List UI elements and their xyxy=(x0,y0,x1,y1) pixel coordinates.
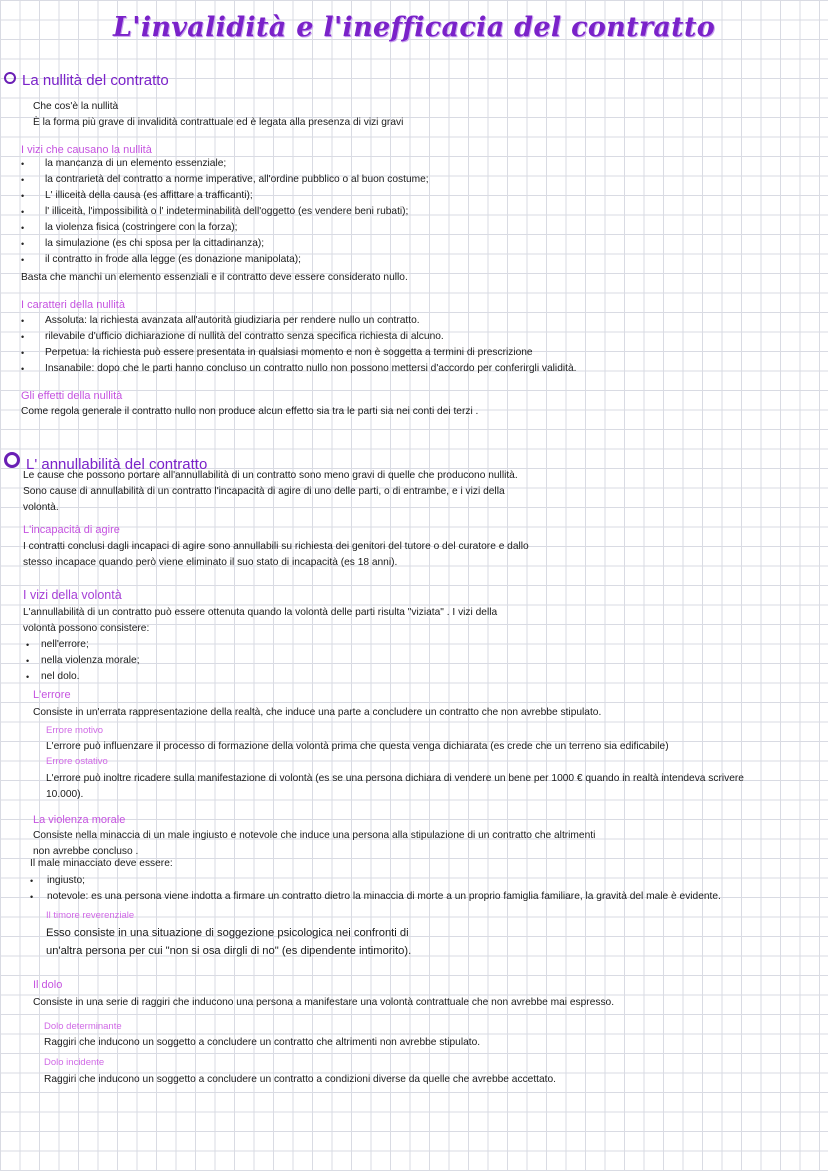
list-item: Perpetua: la richiesta può essere presentata in qualsiasi momento e non è soggetta a termini di prescrizione xyxy=(45,347,533,358)
subheading-incapacita: L'incapacità di agire xyxy=(23,524,120,536)
list-item: la violenza fisica (costringere con la forza); xyxy=(45,222,238,233)
subheading-violenza: La violenza morale xyxy=(33,814,126,826)
bullet-icon: • xyxy=(21,348,25,358)
bullet-icon: • xyxy=(21,159,25,169)
subheading-timore: Il timore reverenziale xyxy=(46,910,135,921)
paragraph-line: stesso incapace quando però viene eliminato il suo stato di incapacità (es 18 anni). xyxy=(23,557,398,568)
subheading-errore-motivo: Errore motivo xyxy=(46,725,104,736)
paragraph-line: L'errore può inoltre ricadere sulla manifestazione di volontà (es se una persona dichiara di vendere un bene per 1000 € quando in realtà intendeva scrivere xyxy=(46,773,744,784)
bullet-icon: • xyxy=(21,332,25,342)
bullet-icon: • xyxy=(21,191,25,201)
subheading-dolo-determinante: Dolo determinante xyxy=(44,1021,122,1032)
paragraph-line: L'annullabilità di un contratto può essere ottenuta quando la volontà delle parti risulta "viziata" . I vizi della xyxy=(23,607,498,618)
paragraph-line: non avrebbe concluso . xyxy=(33,846,139,857)
paragraph-line: Consiste nella minaccia di un male ingiusto e notevole che induce una persona alla stipulazione di un contratto che altrimenti xyxy=(33,830,596,841)
circle-bullet-icon xyxy=(4,72,16,84)
page-title: L'invalidità e l'inefficacia del contratto xyxy=(112,12,716,43)
paragraph: Raggiri che inducono un soggetto a concludere un contratto che altrimenti non avrebbe stipulato. xyxy=(44,1037,481,1048)
subheading-errore: L'errore xyxy=(33,689,71,701)
paragraph: Consiste in una serie di raggiri che inducono una persona a manifestare una volontà contrattuale che non avrebbe mai espresso. xyxy=(33,997,615,1008)
paragraph-line: I contratti conclusi dagli incapaci di agire sono annullabili su richiesta dei genitori del tutore o del curatore e dallo xyxy=(23,541,529,552)
bullet-icon: • xyxy=(26,672,30,682)
paragraph-line: volontà. xyxy=(23,502,59,513)
subheading-dolo-incidente: Dolo incidente xyxy=(44,1057,105,1068)
list-item: L' illiceità della causa (es affittare a trafficanti); xyxy=(45,190,253,201)
subheading-caratteri: I caratteri della nullità xyxy=(21,299,125,311)
paragraph: Come regola generale il contratto nullo non produce alcun effetto sia tra le parti sia nei conti dei terzi . xyxy=(21,406,479,417)
list-item: Insanabile: dopo che le parti hanno concluso un contratto nullo non possono mettersi d'accordo per conferirgli validità. xyxy=(45,363,577,374)
list-item: il contratto in frode alla legge (es donazione manipolata); xyxy=(45,254,301,265)
subheading-vizi-volonta: I vizi della volontà xyxy=(23,588,122,602)
paragraph-line: Esso consiste in una situazione di soggezione psicologica nei confronti di xyxy=(46,927,409,939)
list-item: rilevabile d'ufficio dichiarazione di nullità del contratto senza specifica richiesta di alcuno. xyxy=(45,331,444,342)
bullet-icon: • xyxy=(21,316,25,326)
list-item: la simulazione (es chi sposa per la cittadinanza); xyxy=(45,238,265,249)
bullet-icon: • xyxy=(21,223,25,233)
paragraph-line: 10.000). xyxy=(46,789,84,800)
paragraph: Consiste in un'errata rappresentazione della realtà, che induce una parte a concludere un contratto che non avrebbe stipulato. xyxy=(33,707,602,718)
definition-text: È la forma più grave di invalidità contrattuale ed è legata alla presenza di vizi gravi xyxy=(33,117,404,128)
paragraph-line: un'altra persona per cui "non si osa dirgli di no" (es dipendente intimorito). xyxy=(46,945,412,957)
subheading-vizi: I vizi che causano la nullità xyxy=(21,144,152,156)
question-text: Che cos'è la nullità xyxy=(33,101,119,112)
bullet-icon: • xyxy=(21,207,25,217)
list-item: l' illiceità, l'impossibilità o l' indeterminabilità dell'oggetto (es vendere beni rubati); xyxy=(45,206,409,217)
bullet-icon: • xyxy=(21,175,25,185)
circle-bullet-icon xyxy=(4,452,20,468)
list-item: ingiusto; xyxy=(47,875,85,886)
list-item: notevole: es una persona viene indotta a firmare un contratto dietro la minaccia di morte a un proprio famiglia familiare, la gravità del male è evidente. xyxy=(47,891,721,902)
bullet-icon: • xyxy=(30,892,34,902)
bullet-icon: • xyxy=(30,876,34,886)
list-item: nel dolo. xyxy=(41,671,80,682)
paragraph-line: Sono cause di annullabilità di un contratto l'incapacità di agire di uno delle parti, o di entrambe, e i vizi della xyxy=(23,486,505,497)
section-heading-text: La nullità del contratto xyxy=(22,72,169,89)
paragraph: L'errore può influenzare il processo di formazione della volontà prima che questa venga dichiarata (es crede che un terreno sia edificabile) xyxy=(46,741,669,752)
paragraph-line: volontà possono consistere: xyxy=(23,623,150,634)
subheading-errore-ostativo: Errore ostativo xyxy=(46,756,108,767)
list-item: nell'errore; xyxy=(41,639,89,650)
paragraph-line: Le cause che possono portare all'annullabilità di un contratto sono meno gravi di quelle che producono nullità. xyxy=(23,470,518,481)
bullet-icon: • xyxy=(21,239,25,249)
bullet-icon: • xyxy=(21,364,25,374)
list-item: Assoluta: la richiesta avanzata all'autorità giudiziaria per rendere nullo un contratto. xyxy=(45,315,420,326)
list-item: la contrarietà del contratto a norme imperative, all'ordine pubblico o al buon costume; xyxy=(45,174,429,185)
list-item: la mancanza di un elemento essenziale; xyxy=(45,158,227,169)
list-item: nella violenza morale; xyxy=(41,655,140,666)
bullet-icon: • xyxy=(26,656,30,666)
subheading-dolo: Il dolo xyxy=(33,979,63,991)
paragraph: Basta che manchi un elemento essenziali e il contratto deve essere considerato nullo. xyxy=(21,272,408,283)
bullet-icon: • xyxy=(26,640,30,650)
paragraph-line: Il male minacciato deve essere: xyxy=(30,858,173,869)
paragraph: Raggiri che inducono un soggetto a concludere un contratto a condizioni diverse da quelle che avrebbe accettato. xyxy=(44,1074,556,1085)
section-heading-text: L' annullabilità del contratto xyxy=(26,456,208,473)
subheading-effetti: Gli effetti della nullità xyxy=(21,390,123,402)
section-heading-nullita xyxy=(4,72,169,90)
bullet-icon: • xyxy=(21,255,25,265)
